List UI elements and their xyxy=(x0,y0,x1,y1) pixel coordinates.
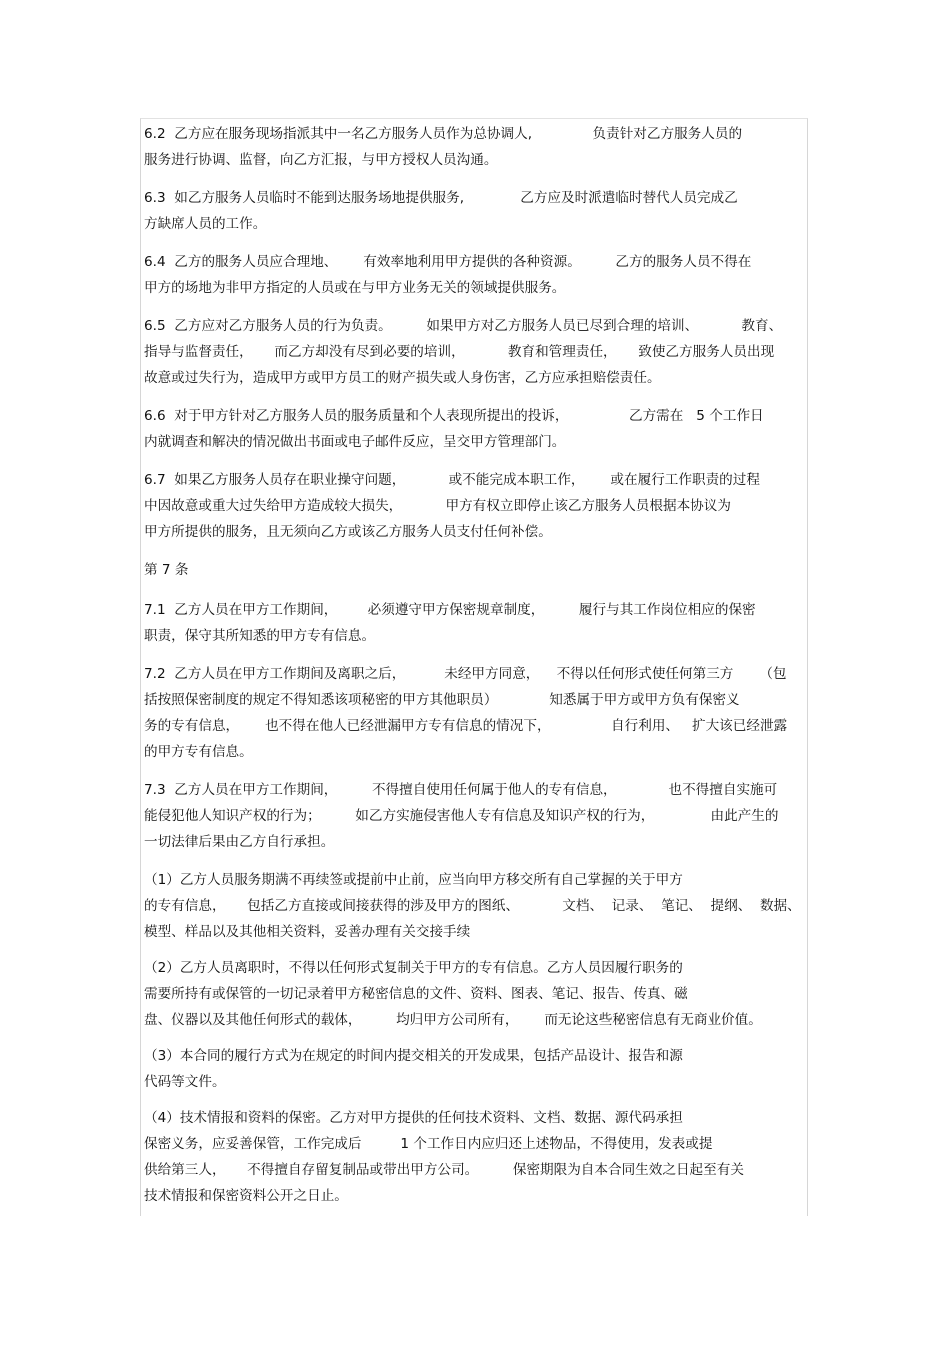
text-line: 技术情报和保密资料公开之日止。 xyxy=(144,1188,348,1204)
text-line: 6.4 乙方的服务人员应合理地、 有效率地利用甲方提供的各种资源。 乙方的服务人员不得在 xyxy=(144,254,752,270)
text-line: 7.2 乙方人员在甲方工作期间及离职之后， 未经甲方同意， 不得以任何形式使任何第三方 （包 xyxy=(144,666,787,682)
text-line: 保密义务，应妥善保管，工作完成后 1 个工作日内应归还上述物品，不得使用，发表或提 xyxy=(144,1136,713,1152)
section-heading: 第 7 条 xyxy=(144,562,189,578)
text-line: （3）本合同的履行方式为在规定的时间内提交相关的开发成果，包括产品设计、报告和源 xyxy=(144,1048,683,1064)
item-4 xyxy=(144,1105,808,1209)
text-line: 一切法律后果由乙方自行承担。 xyxy=(144,834,335,850)
item-3 xyxy=(144,1043,808,1095)
text-line: 模型、样品以及其他相关资料，妥善办理有关交接手续 xyxy=(144,924,471,940)
text-line: 服务进行协调、监督，向乙方汇报，与甲方授权人员沟通。 xyxy=(144,152,498,168)
text-line: 6.5 乙方应对乙方服务人员的行为负责。 如果甲方对乙方服务人员已尽到合理的培训、 教育、 xyxy=(144,318,783,334)
text-line: （2）乙方人员离职时，不得以任何形式复制关于甲方的专有信息。乙方人员因履行职务的 xyxy=(144,960,683,976)
text-line: 的甲方专有信息。 xyxy=(144,744,253,760)
text-line: 甲方所提供的服务，且无须向乙方或该乙方服务人员支付任何补偿。 xyxy=(144,524,552,540)
text-line: 能侵犯他人知识产权的行为； 如乙方实施侵害他人专有信息及知识产权的行为， 由此产生的 xyxy=(144,808,779,824)
item-2 xyxy=(144,955,808,1033)
clause-6-7 xyxy=(144,467,808,545)
text-line: 代码等文件。 xyxy=(144,1074,226,1090)
clause-6-5 xyxy=(144,313,808,391)
text-line: 故意或过失行为，造成甲方或甲方员工的财产损失或人身伤害，乙方应承担赔偿责任。 xyxy=(144,370,661,386)
clause-6-6 xyxy=(144,403,808,455)
text-line: 6.6 对于甲方针对乙方服务人员的服务质量和个人表现所提出的投诉， 乙方需在 5 个工作日 xyxy=(144,408,764,424)
text-line: 6.2 乙方应在服务现场指派其中一名乙方服务人员作为总协调人, 负责针对乙方服务人员的 xyxy=(144,126,743,142)
text-line: 的专有信息， 包括乙方直接或间接获得的涉及甲方的图纸、 文档、 记录、 笔记、 提纲、 数据、 xyxy=(144,898,801,914)
text-line: 方缺席人员的工作。 xyxy=(144,216,267,232)
clause-6-4 xyxy=(144,249,808,301)
text-line: 需要所持有或保管的一切记录着甲方秘密信息的文件、资料、图表、笔记、报告、传真、磁 xyxy=(144,986,688,1002)
text-line: 6.7 如果乙方服务人员存在职业操守问题， 或不能完成本职工作， 或在履行工作职责的过程 xyxy=(144,472,760,488)
item-1 xyxy=(144,867,808,945)
text-line: 指导与监督责任， 而乙方却没有尽到必要的培训， 教育和管理责任， 致使乙方服务人员出现 xyxy=(144,344,775,360)
text-line: 7.1 乙方人员在甲方工作期间， 必须遵守甲方保密规章制度， 履行与其工作岗位相应的保密 xyxy=(144,602,756,618)
article-7-heading xyxy=(144,557,808,583)
clause-6-3 xyxy=(144,185,808,237)
text-line: 甲方的场地为非甲方指定的人员或在与甲方业务无关的领域提供服务。 xyxy=(144,280,566,296)
text-line: 中因故意或重大过失给甲方造成较大损失， 甲方有权立即停止该乙方服务人员根据本协议为 xyxy=(144,498,731,514)
text-line: 括按照保密制度的规定不得知悉该项秘密的甲方其他职员） 知悉属于甲方或甲方负有保密义 xyxy=(144,692,740,708)
text-line: 务的专有信息， 也不得在他人已经泄漏甲方专有信息的情况下， 自行利用、 扩大该已经泄露 xyxy=(144,718,788,734)
clause-7-1 xyxy=(144,597,808,649)
text-line: （4）技术情报和资料的保密。乙方对甲方提供的任何技术资料、文档、数据、源代码承担 xyxy=(144,1110,683,1126)
text-line: 职责，保守其所知悉的甲方专有信息。 xyxy=(144,628,376,644)
text-line: 6.3 如乙方服务人员临时不能到达服务场地提供服务, 乙方应及时派遣临时替代人员完成乙 xyxy=(144,190,738,206)
clause-7-3 xyxy=(144,777,808,855)
document-body xyxy=(144,121,808,1221)
text-line: （1）乙方人员服务期满不再续签或提前中止前，应当向甲方移交所有自己掌握的关于甲方 xyxy=(144,872,683,888)
text-line: 盘、仪器以及其他任何形式的载体， 均归甲方公司所有， 而无论这些秘密信息有无商业价值。 xyxy=(144,1012,762,1028)
text-line: 内就调查和解决的情况做出书面或电子邮件反应，呈交甲方管理部门。 xyxy=(144,434,566,450)
text-line: 7.3 乙方人员在甲方工作期间， 不得擅自使用任何属于他人的专有信息， 也不得擅自实施可 xyxy=(144,782,778,798)
text-line: 供给第三人， 不得擅自存留复制品或带出甲方公司。 保密期限为自本合同生效之日起至有关 xyxy=(144,1162,744,1178)
clause-7-2 xyxy=(144,661,808,765)
clause-6-2 xyxy=(144,121,808,173)
